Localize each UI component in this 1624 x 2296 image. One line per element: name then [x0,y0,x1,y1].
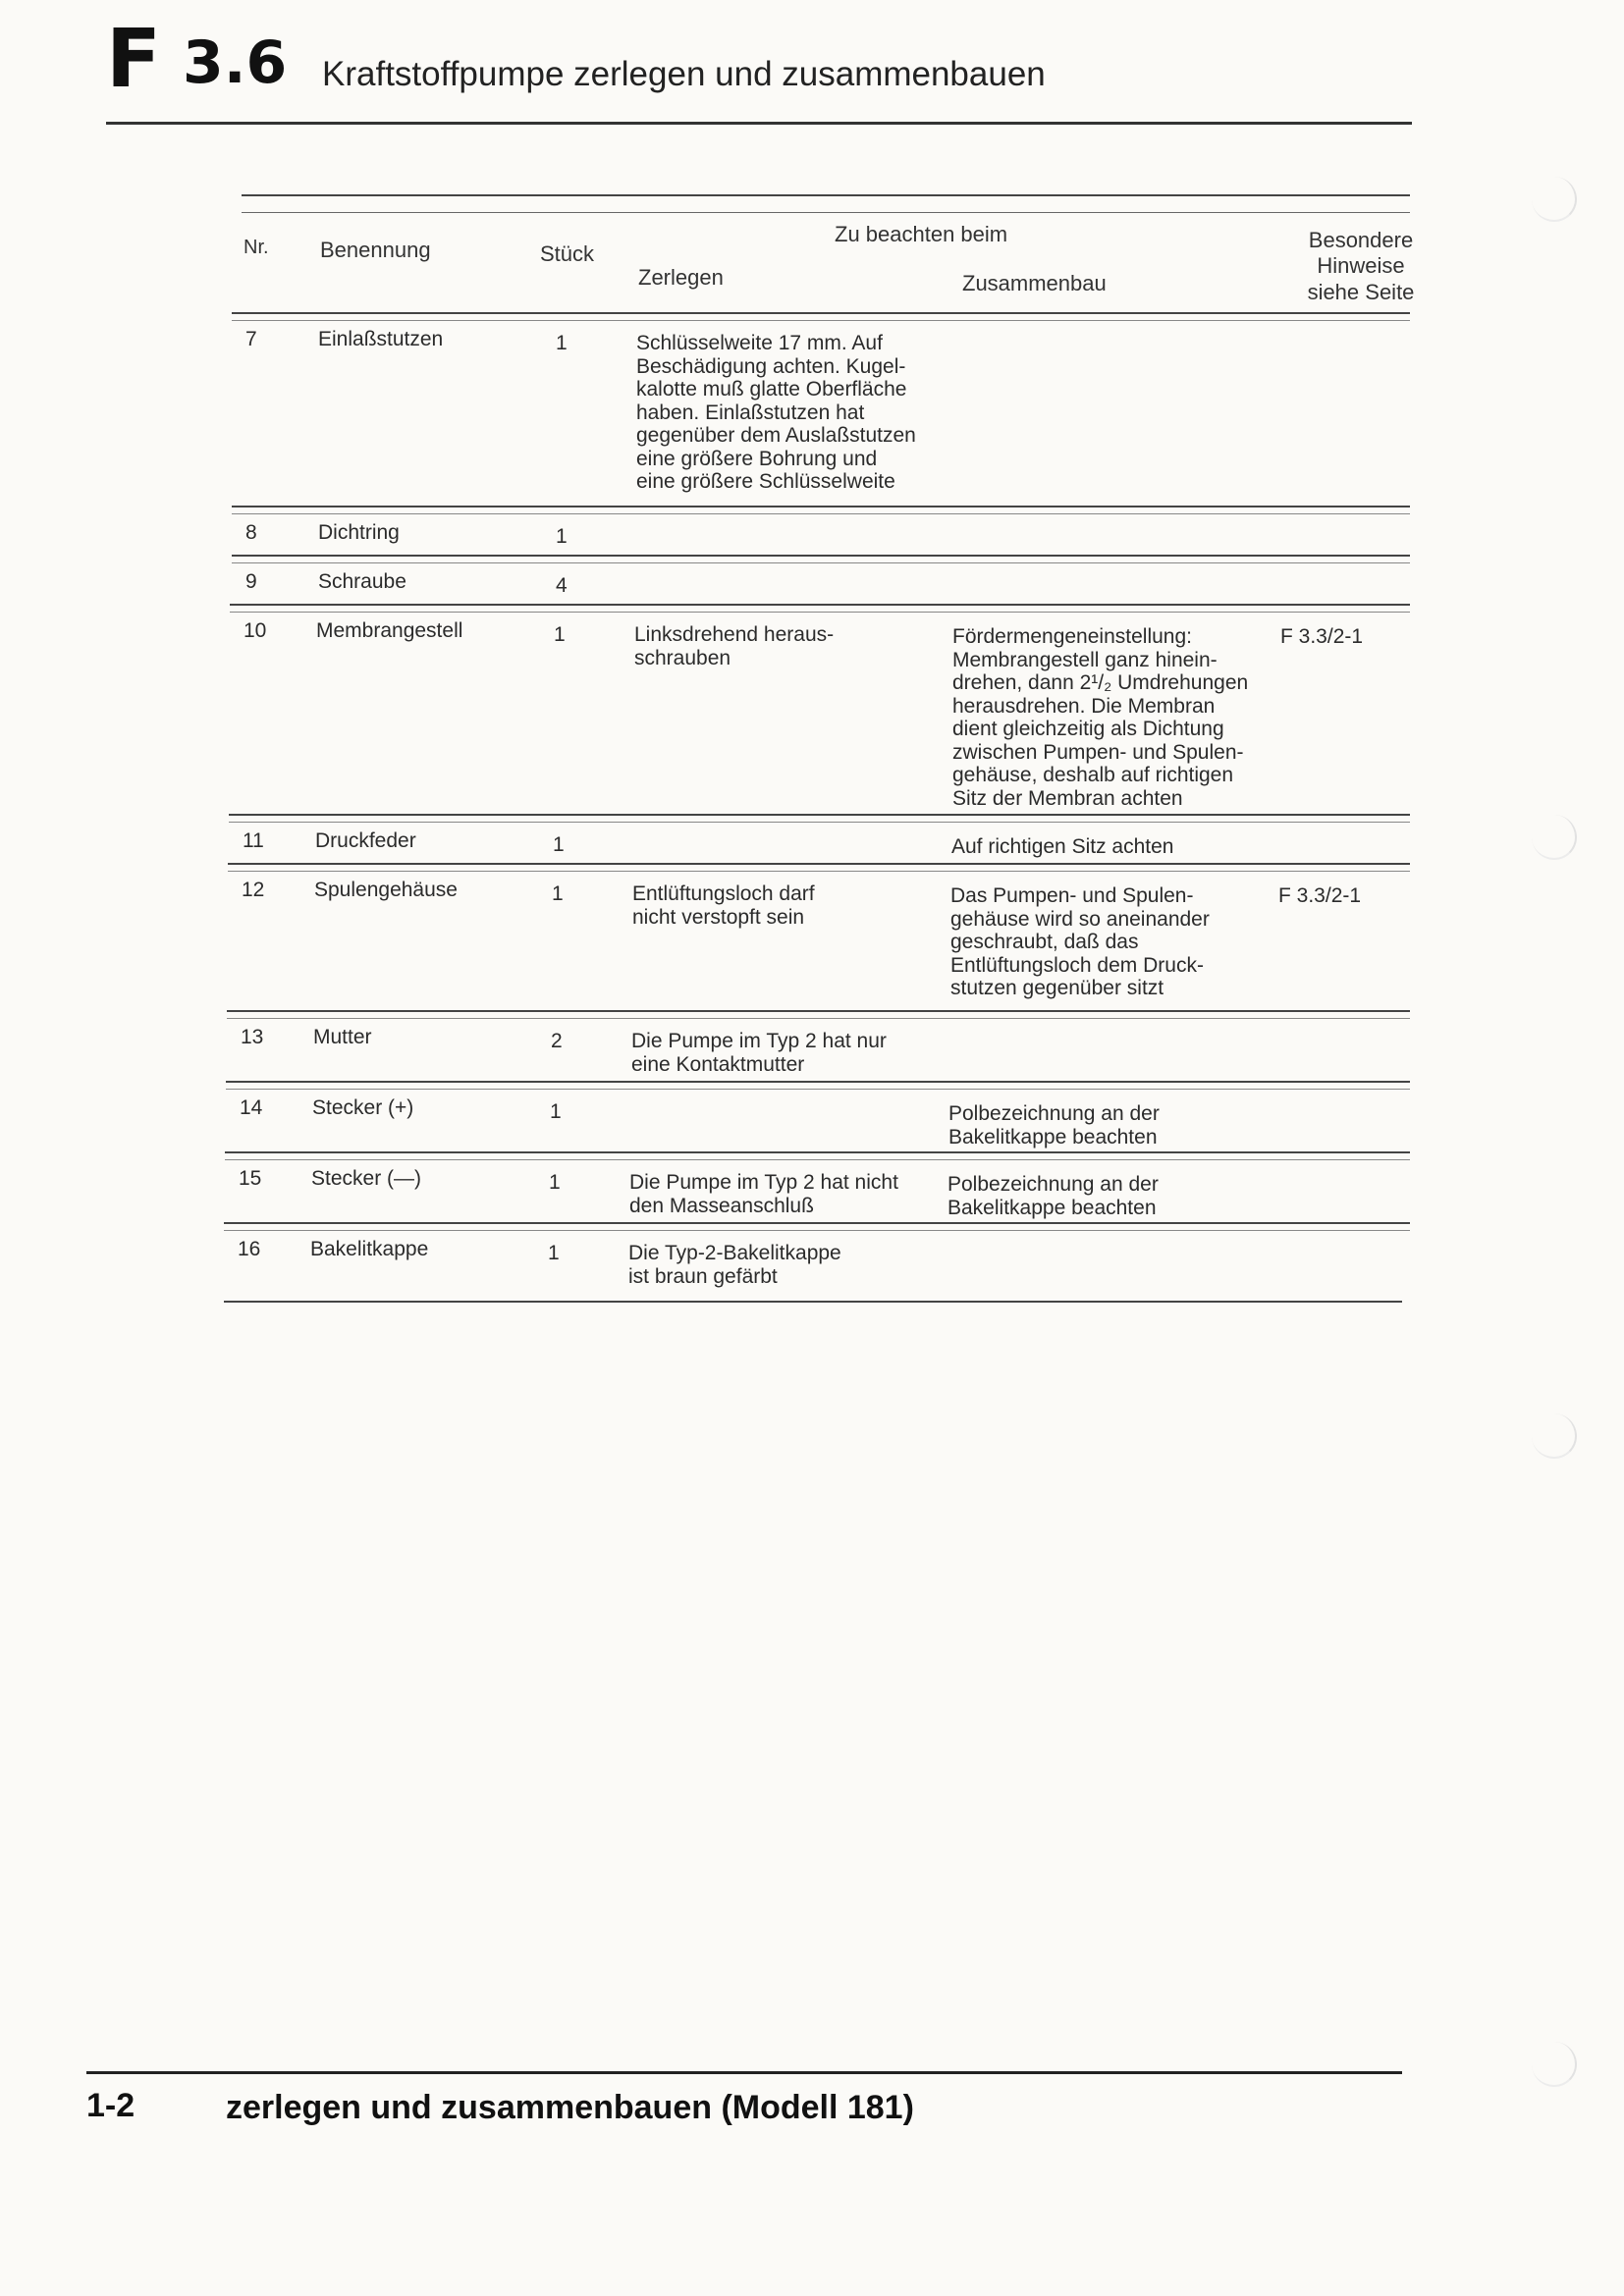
row-stueck: 1 [556,525,568,548]
table-row [227,1010,1410,1081]
row-stueck: 2 [551,1030,563,1052]
row-rule-thin [232,513,1410,514]
col-header-stueck: Stück [540,241,595,266]
row-nr: 7 [245,328,257,350]
row-rule-thin [229,822,1410,823]
row-rule-thin [224,1230,1410,1231]
table-top-rule [242,194,1410,196]
table-row [228,863,1410,1010]
row-rule-thin [232,320,1410,321]
row-zerlegen: Schlüsselweite 17 mm. Auf Beschädigung achten. Kugel- kalotte muß glatte Oberfläche haben. Einlaßstutzen hat gegenüber dem Auslaßstutzen eine größere Bohrung und eine größere Schlüsselweite [636,332,916,493]
row-rule-thin [230,612,1410,613]
row-zerlegen: Die Pumpe im Typ 2 hat nur eine Kontaktmutter [631,1030,887,1076]
row-benennung: Membrangestell [316,619,463,642]
row-stueck: 1 [550,1100,562,1123]
punch-hole-mark [1532,815,1577,860]
col-header-besondere-line: Besondere [1308,228,1414,252]
row-nr: 8 [245,521,257,544]
row-nr: 10 [244,619,267,642]
row-stueck: 1 [553,833,565,856]
page-title: Kraftstoffpumpe zerlegen und zusammenbauen [322,55,1046,93]
col-header-zu-beachten: Zu beachten beim [835,222,1008,246]
row-zerlegen: Linksdrehend heraus- schrauben [634,623,835,669]
col-header-besondere-line: siehe Seite [1307,279,1415,304]
row-zusammenbau: Auf richtigen Sitz achten [951,835,1174,858]
table-row [229,814,1410,863]
row-zerlegen: Entlüftungsloch darf nicht verstopft sein [632,882,815,929]
table-row [232,555,1410,604]
table-body [232,312,1410,1303]
table-row [225,1151,1410,1222]
row-rule-thin [226,1089,1410,1090]
row-nr: 13 [241,1026,264,1048]
punch-hole-mark [1532,2042,1577,2087]
row-benennung: Dichtring [318,521,400,544]
row-stueck: 1 [552,882,564,905]
row-nr: 12 [242,879,265,901]
row-rule-thin [225,1159,1410,1160]
col-header-zusammenbau: Zusammenbau [962,271,1107,295]
table-top-rule-thin [242,212,1410,213]
row-zusammenbau: Polbezeichnung an der Bakelitkappe beachten [947,1173,1159,1219]
table-row [224,1222,1410,1301]
row-seite: F 3.3/2-1 [1278,884,1362,907]
row-stueck: 1 [556,332,568,354]
row-seite: F 3.3/2-1 [1280,625,1364,648]
row-nr: 9 [245,570,257,593]
punch-hole-mark [1532,1414,1577,1459]
row-benennung: Stecker (—) [311,1167,422,1190]
section-number: 3.6 [183,28,288,97]
row-rule-thin [232,562,1410,563]
header-rule [106,122,1412,125]
table-row [232,506,1410,555]
col-header-besondere-hinweise [1302,228,1420,305]
row-zusammenbau: Das Pumpen- und Spulen- gehäuse wird so aneinander geschraubt, daß das Entlüftungsloch dem Druck- stutzen gegenüber sitzt [950,884,1210,999]
section-letter: F [106,13,162,106]
row-zusammenbau: Polbezeichnung an der Bakelitkappe beachten [948,1102,1160,1148]
row-stueck: 4 [556,574,568,597]
row-benennung: Schraube [318,570,406,593]
col-header-zerlegen: Zerlegen [638,265,724,290]
row-benennung: Spulengehäuse [314,879,458,901]
footer-title: zerlegen und zusammenbauen (Modell 181) [226,2089,914,2126]
row-zerlegen: Die Typ-2-Bakelitkappe ist braun gefärbt [628,1242,841,1288]
row-stueck: 1 [554,623,566,646]
row-stueck: 1 [549,1171,561,1194]
col-header-besondere-line: Hinweise [1317,253,1405,279]
row-stueck: 1 [548,1242,560,1264]
row-benennung: Bakelitkappe [310,1238,429,1260]
row-nr: 16 [238,1238,261,1260]
row-nr: 11 [243,829,264,852]
col-header-nr: Nr. [244,237,269,258]
row-rule-thin [228,871,1410,872]
row-benennung: Stecker (+) [312,1096,414,1119]
row-nr: 14 [240,1096,263,1119]
row-rule-thin [227,1018,1410,1019]
row-benennung: Einlaßstutzen [318,328,444,350]
footer-rule [86,2071,1402,2074]
punch-hole-mark [1532,177,1577,222]
table-row [230,604,1410,814]
col-header-benennung: Benennung [320,238,431,262]
table-row [232,312,1410,506]
row-zusammenbau: Fördermengeneinstellung: Membrangestell ganz hinein- drehen, dann 2¹/₂ Umdrehungen herausdrehen. Die Membran dient gleichzeitig als Dichtung zwischen Pumpen- und Spulen- gehäuse, deshalb auf richtigen Sitz der Membran achten [952,625,1249,810]
row-benennung: Mutter [313,1026,372,1048]
page-number: 1-2 [86,2087,135,2124]
table-row [226,1081,1410,1151]
row-zerlegen: Die Pumpe im Typ 2 hat nicht den Masseanschluß [629,1171,898,1217]
table-bottom-rule [224,1301,1402,1303]
row-benennung: Druckfeder [315,829,416,852]
row-nr: 15 [239,1167,262,1190]
